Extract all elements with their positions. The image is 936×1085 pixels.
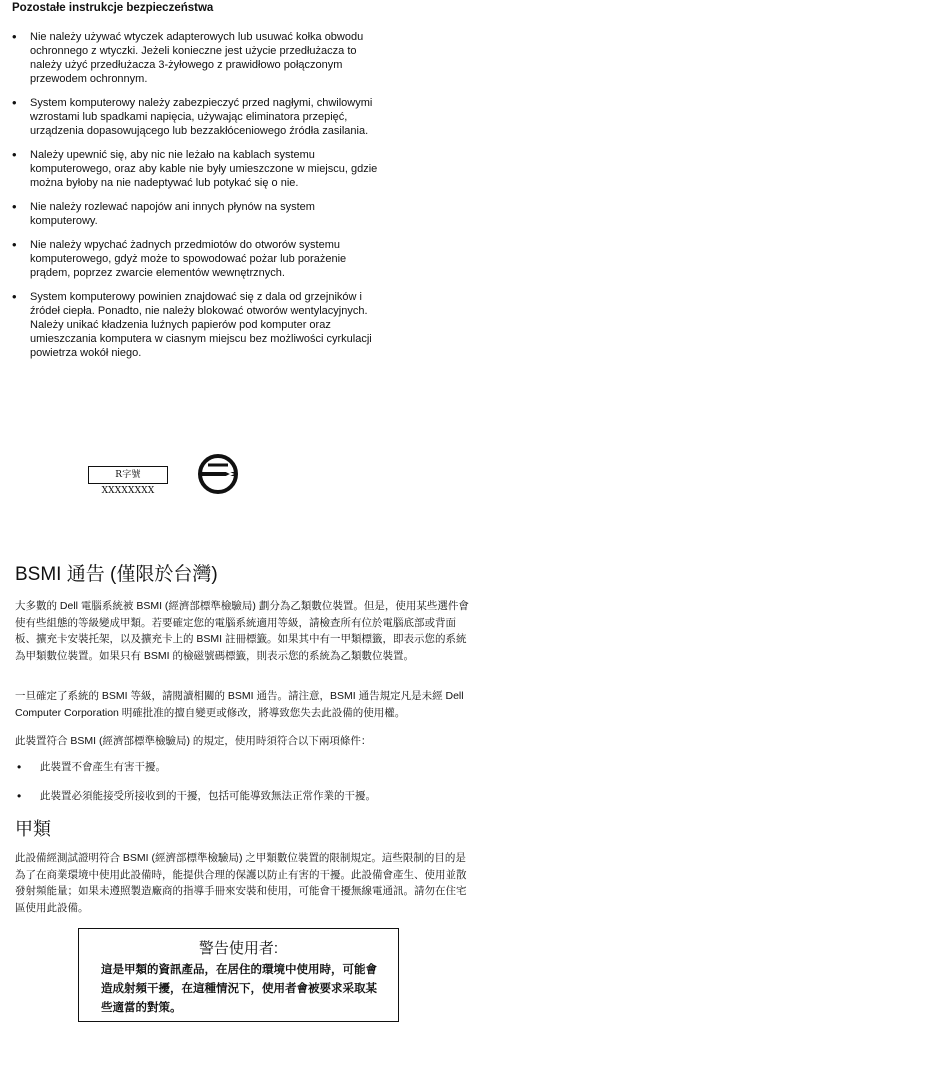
safety-title: Pozostałe instrukcje bezpieczeństwa <box>12 2 214 14</box>
certification-marks <box>88 452 258 502</box>
bsmi-paragraph-3: 此裝置符合 BSMI (經濟部標準檢驗局) 的規定，使用時須符合以下兩項條件： <box>15 735 372 747</box>
user-warning-title: 警告使用者: <box>198 940 279 957</box>
user-warning-text: 這是甲類的資訊產品，在居住的環境中使用時，可能會造成射頻干擾，在這種情況下，使用者會被要求采取某些適當的對策。 <box>101 964 377 1014</box>
registration-number-label: R字號XXXXXXXX <box>88 466 168 484</box>
class-a-title: 甲類 <box>15 819 51 839</box>
safety-bullet: • Nie należy używać wtyczek adapterowych lub usuwać kołka obwodu ochronnego z wtyczki. Jeżeli konieczne jest użycie przedłużacza to należy użyć przedłużacza 3-żyłowego z prawidłowo połączonym przewodem ochronnym. <box>12 30 382 86</box>
bsmi-condition: • 此裝置不會產生有害干擾。 <box>15 759 473 775</box>
safety-bullet: • Nie należy rozlewać napojów ani innych płynów na system komputerowy. <box>12 200 382 228</box>
class-a-paragraph: 此設備經測試證明符合 BSMI (經濟部標準檢驗局) 之甲類數位裝置的限制規定。這些限制的目的是為了在商業環境中使用此設備時，能提供合理的保護以防止有害的干擾。此設備會產生、使用並散發射頻能量；如果未遵照製造廠商的指導手冊來安裝和使用，可能會干擾無線電通訊。請勿在住宅區使用此設備。 <box>15 852 467 914</box>
user-warning-box <box>78 928 399 1022</box>
safety-bullet: • Nie należy wpychać żadnych przedmiotów do otworów systemu komputerowego, gdyż może to spowodować pożar lub porażenie prądem, poprzez zwarcie elementów wewnętrznych. <box>12 238 382 280</box>
safety-bullet-list <box>12 30 382 370</box>
safety-bullet: • System komputerowy należy zabezpieczyć przed nagłymi, chwilowymi wzrostami lub spadkami napięcia, używając eliminatora przepięć, urządzenia dopasowującego lub bezzakłóceniowego źródła zasilania. <box>12 96 382 138</box>
safety-bullet: • System komputerowy powinien znajdować się z dala od grzejników i źródeł ciepła. Ponadto, nie należy blokować otworów wentylacyjnych. Należy unikać kładzenia luźnych papierów pod komputer oraz umieszczania komputera w ciasnym miejscu bez możliwości cyrkulacji powietrza wokół niego. <box>12 290 382 360</box>
bsmi-paragraph-2: 一旦確定了系統的 BSMI 等級，請閱讀相關的 BSMI 通告。請注意，BSMI 通告規定凡是未經 Dell Computer Corporation 明確批准的擅自變更或修改，將導致您失去此設備的使用權。 <box>15 690 464 719</box>
safety-bullet: • Należy upewnić się, aby nic nie leżało na kablach systemu komputerowego, oraz aby kable nie były umieszczone w miejscu, gdzie można byłoby na nie nadeptywać lub potykać się o nie. <box>12 148 382 190</box>
bsmi-certification-mark-icon <box>196 452 240 496</box>
bsmi-paragraph-1: 大多數的 Dell 電腦系統被 BSMI (經濟部標準檢驗局) 劃分為乙類數位裝置。但是，使用某些選件會使有些組態的等級變成甲類。若要確定您的電腦系統適用等級，請檢查所有位於電腦底部或背面板、擴充卡安裝托架，以及擴充卡上的 BSMI 註冊標籤。如果其中有一甲類標籤，即表示您的系統為甲類數位裝置。如果只有 BSMI 的檢磁號碼標籤，則表示您的系統為乙類數位裝置。 <box>15 600 469 662</box>
bsmi-condition: • 此裝置必須能接受所接收到的干擾，包括可能導致無法正常作業的干擾。 <box>15 788 473 804</box>
bsmi-conditions-list <box>15 759 473 817</box>
bsmi-notice-title: BSMI 通告 (僅限於台灣) <box>15 564 218 585</box>
